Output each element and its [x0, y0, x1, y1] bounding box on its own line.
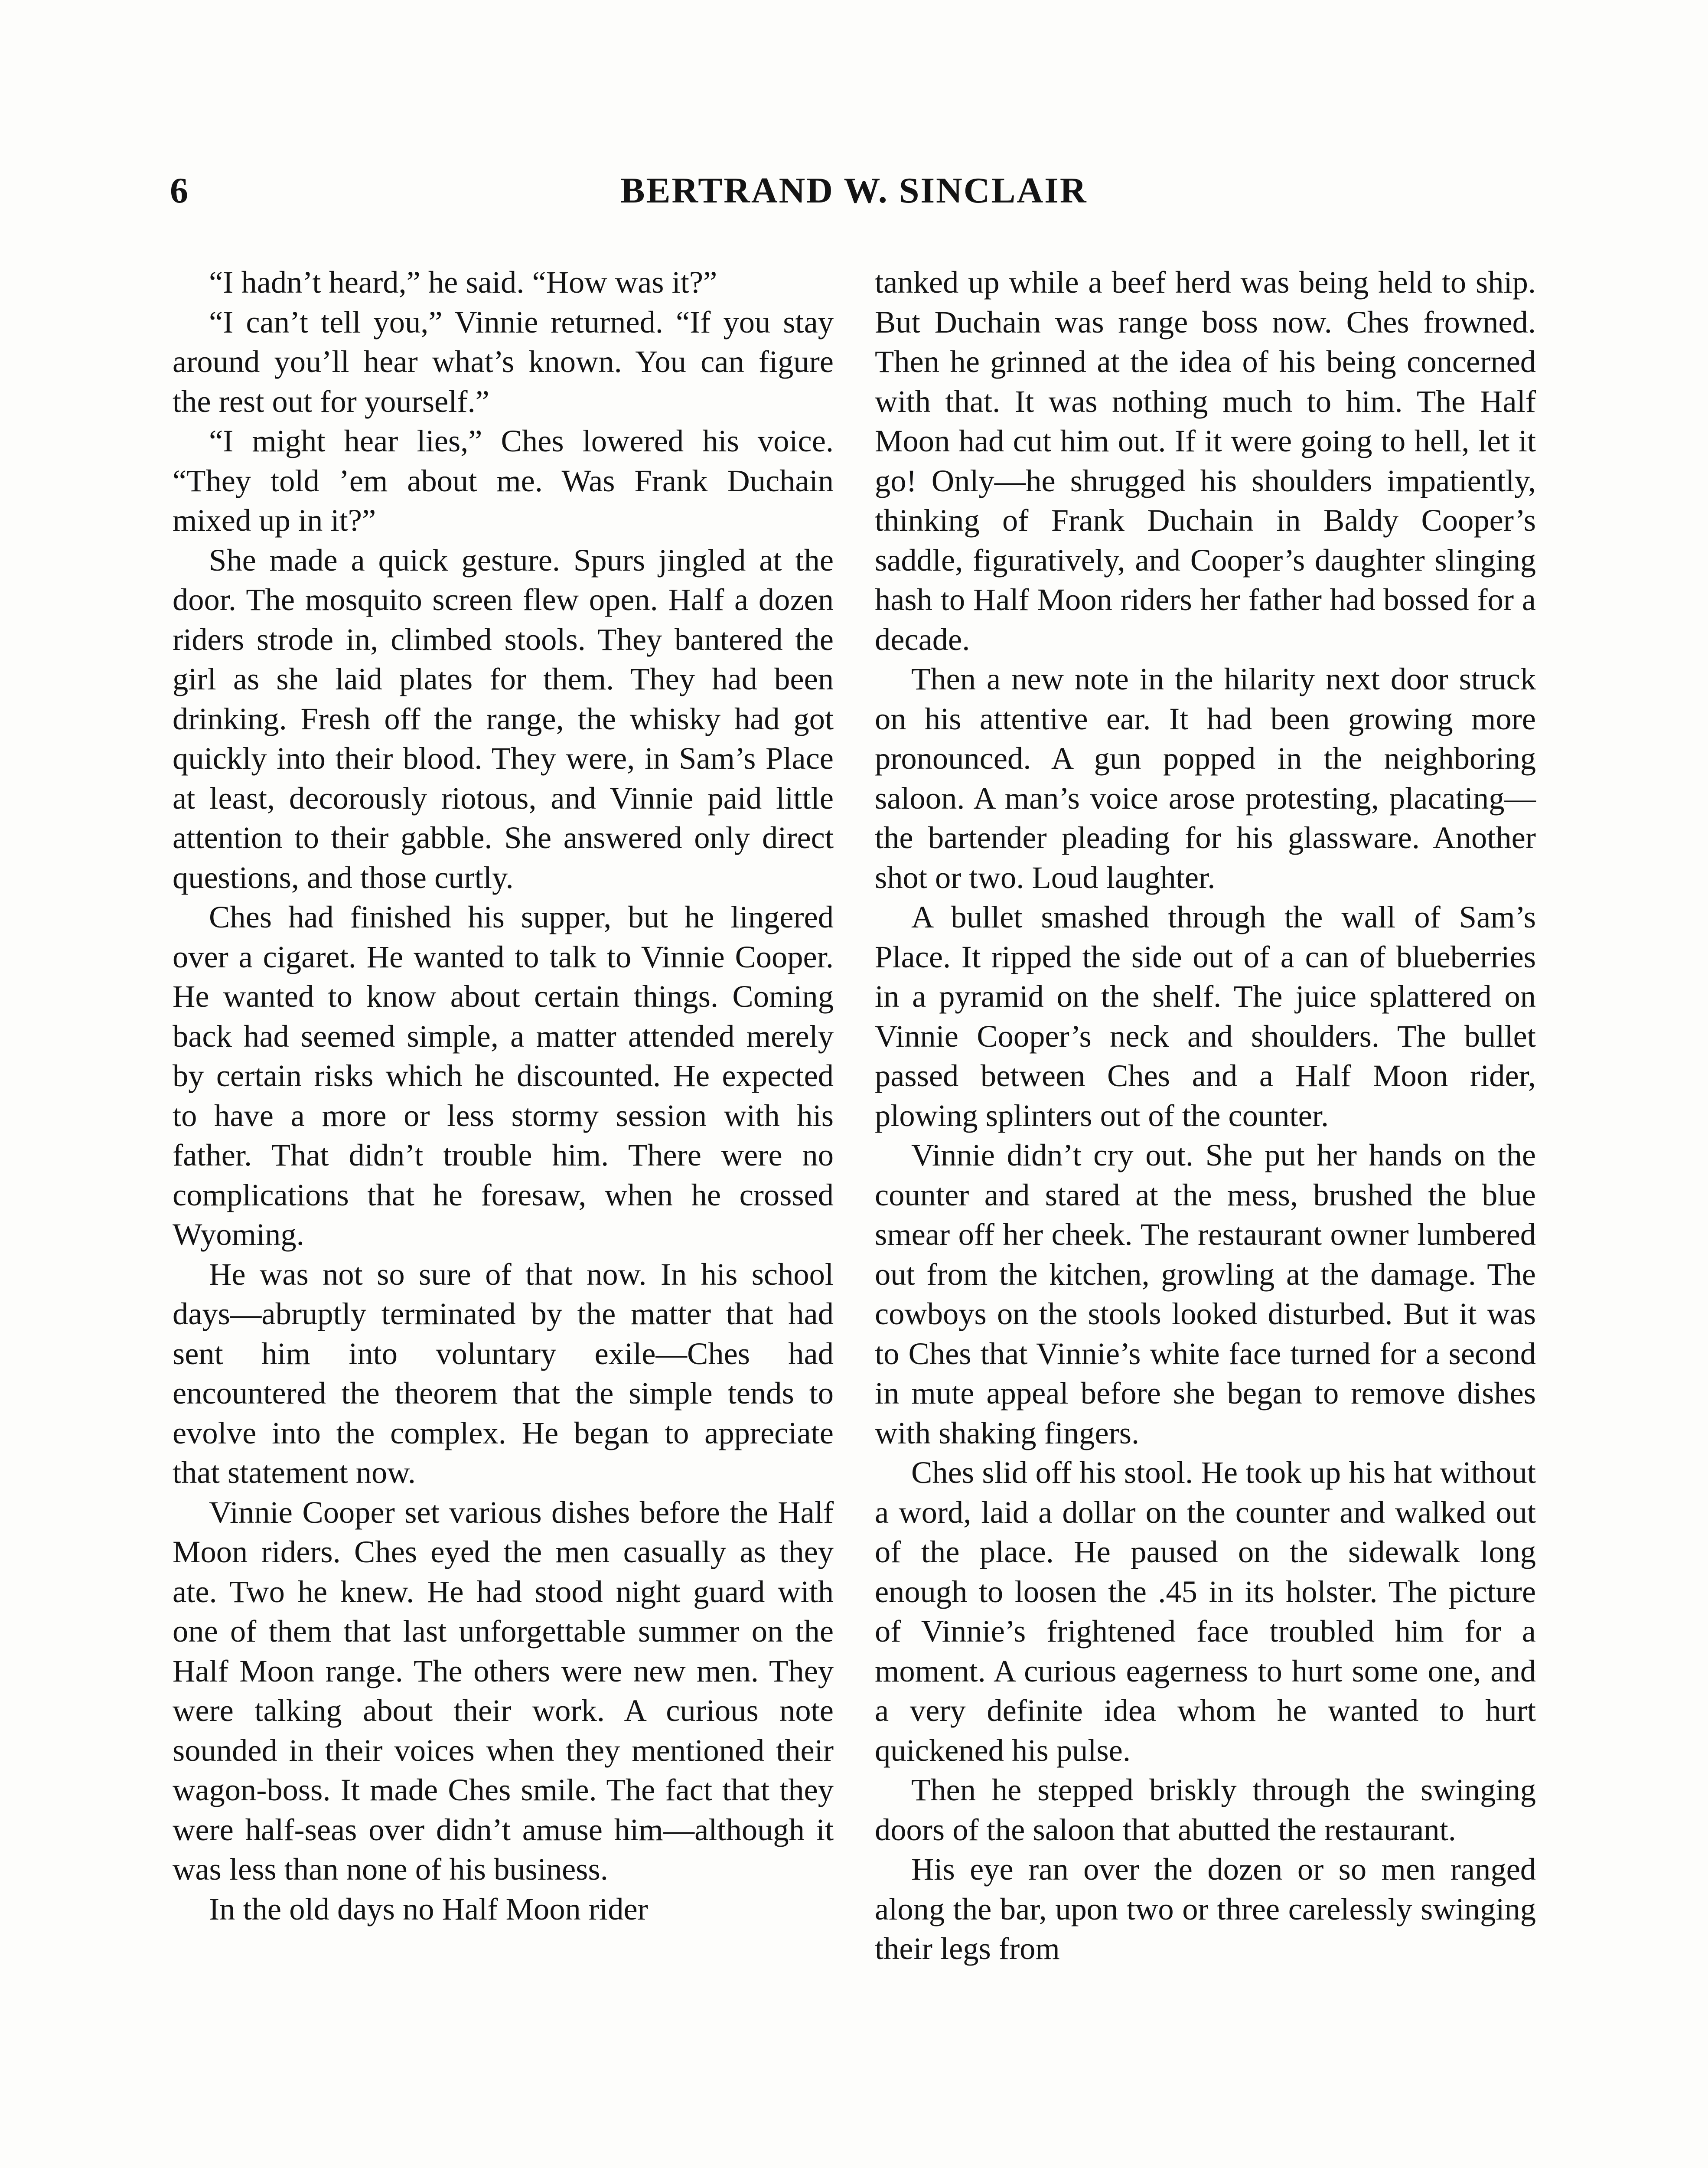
paragraph: “I might hear lies,” Ches lowered his voice. “They told ’em about me. Was Frank Duchain mixed up in it?”	[173, 423, 834, 538]
paragraph: Vinnie didn’t cry out. She put her hands on the counter and stared at the mess, brushed the blue smear off her cheek. The restaurant owner lumbered out from the kitchen, growling at the damage. The cowboys on the stools looked disturbed. But it was to Ches that Vinnie’s white face turned for a second in mute appeal before she began to remove dishes with shaking fingers.	[875, 1137, 1536, 1450]
paragraph-continued: tanked up while a beef herd was being held to ship. But Duchain was range boss now. Ches frowned. Then he grinned at the idea of his being concerned with that. It was nothing much to him. The Half Moon had cut him out. If it were going to hell, let it go! Only—he shrugged his shoulders impatiently, thinking of Frank Duchain in Baldy Cooper’s saddle, figuratively, and Cooper’s daughter slinging hash to Half Moon riders her father had bossed for a decade.	[875, 264, 1536, 657]
right-text-column	[875, 262, 1536, 1969]
paragraph: Ches had finished his supper, but he lingered over a cigaret. He wanted to talk to Vinnie Cooper. He wanted to know about certain things. Coming back had seemed simple, a matter attended merely by certain risks which he discounted. He expected to have a more or less stormy session with his father. That didn’t trouble him. There were no complications that he foresaw, when he crossed Wyoming.	[173, 899, 834, 1252]
page-number: 6	[170, 170, 188, 211]
paragraph: Vinnie Cooper set various dishes before the Half Moon riders. Ches eyed the men casually as they ate. Two he knew. He had stood night guard with one of them that last unforgettable summer on the Half Moon range. The others were new men. They were talking about their work. A curious note sounded in their voices when they mentioned their wagon-boss. It made Ches smile. The fact that they were half-seas over didn’t amuse him—although it was less than none of his business.	[173, 1494, 834, 1887]
paragraph: In the old days no Half Moon rider	[209, 1891, 648, 1926]
paragraph: “I hadn’t heard,” he said. “How was it?”	[209, 264, 717, 300]
running-head: BERTRAND W. SINCLAIR	[620, 170, 1088, 211]
paragraph: “I can’t tell you,” Vinnie returned. “If you stay around you’ll hear what’s known. You can figure the rest out for yourself.”	[173, 304, 834, 419]
paragraph: Then he stepped briskly through the swinging doors of the saloon that abutted the restaurant.	[875, 1772, 1536, 1847]
paragraph: He was not so sure of that now. In his school days—abruptly terminated by the matter that had sent him into voluntary exile—Ches had encountered the theorem that the simple tends to evolve into the complex. He began to appreciate that statement now.	[173, 1256, 834, 1490]
paragraph: A bullet smashed through the wall of Sam’s Place. It ripped the side out of a can of blueberries in a pyramid on the shelf. The juice splattered on Vinnie Cooper’s neck and shoulders. The bullet passed between Ches and a Half Moon rider, plowing splinters out of the counter.	[875, 899, 1536, 1133]
paragraph: She made a quick gesture. Spurs jingled at the door. The mosquito screen flew open. Half a dozen riders strode in, climbed stools. They bantered the girl as she laid plates for them. They had been drinking. Fresh off the range, the whisky had got quickly into their blood. They were, in Sam’s Place at least, decorously riotous, and Vinnie paid little attention to their gabble. She answered only direct questions, and those curtly.	[173, 542, 834, 895]
paragraph: Ches slid off his stool. He took up his hat without a word, laid a dollar on the counter and walked out of the place. He paused on the sidewalk long enough to loosen the .45 in its holster. The picture of Vinnie’s frightened face troubled him for a moment. A curious eagerness to hurt some one, and a very definite idea whom he wanted to hurt quickened his pulse.	[875, 1455, 1536, 1768]
left-text-column	[173, 262, 834, 1929]
paragraph: Then a new note in the hilarity next door struck on his attentive ear. It had been growing more pronounced. A gun popped in the neighboring saloon. A man’s voice arose protesting, placating—the bartender pleading for his glassware. Another shot or two. Loud laughter.	[875, 661, 1536, 895]
paragraph: His eye ran over the dozen or so men ranged along the bar, upon two or three carelessly swinging their legs from	[875, 1851, 1536, 1966]
